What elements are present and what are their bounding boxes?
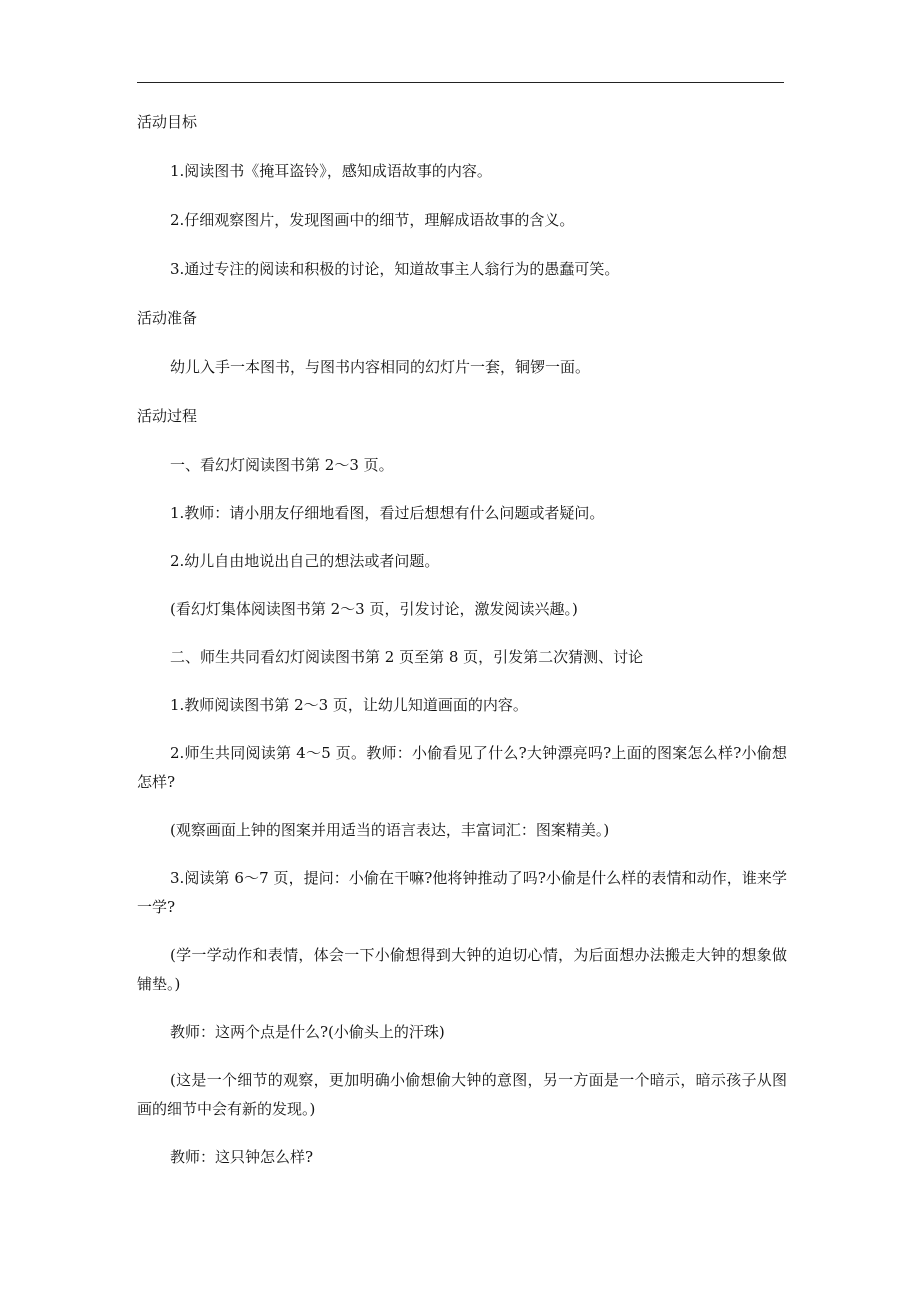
teacher-question-2: 教师：这只钟怎么样?	[170, 1148, 314, 1166]
process-step-1-note: (看幻灯集体阅读图书第 2～3 页，引发讨论，激发阅读兴趣。)	[170, 600, 578, 618]
process-step-1: 一、看幻灯阅读图书第 2～3 页。	[170, 456, 394, 474]
process-step-1-item-1: 1.教师：请小朋友仔细地看图，看过后想想有什么问题或者疑问。	[170, 504, 605, 522]
section-heading-preparation: 活动准备	[137, 309, 198, 327]
process-step-2-note-2: (学一学动作和表情，体会一下小偷想得到大钟的迫切心情，为后面想办法搬走大钟的想象做铺垫。)	[137, 946, 787, 993]
goal-item-1: 1.阅读图书《掩耳盗铃》，感知成语故事的内容。	[170, 162, 492, 180]
header-rule	[137, 82, 784, 83]
process-step-2-note-1: (观察画面上钟的图案并用适当的语言表达，丰富词汇：图案精美。)	[170, 821, 610, 839]
process-step-2: 二、师生共同看幻灯阅读图书第 2 页至第 8 页，引发第二次猜测、讨论	[170, 648, 644, 666]
process-step-2-item-2: 2.师生共同阅读第 4～5 页。教师：小偷看见了什么?大钟漂亮吗?上面的图案怎么样?小偷想怎样?	[137, 744, 787, 791]
process-step-2-note-3: (这是一个细节的观察，更加明确小偷想偷大钟的意图，另一方面是一个暗示，暗示孩子从图画的细节中会有新的发现。)	[137, 1071, 787, 1118]
section-heading-goals: 活动目标	[137, 113, 198, 131]
goal-item-2: 2.仔细观察图片，发现图画中的细节，理解成语故事的含义。	[170, 211, 575, 229]
process-step-1-item-2: 2.幼儿自由地说出自己的想法或者问题。	[170, 552, 440, 570]
preparation-text: 幼儿入手一本图书，与图书内容相同的幻灯片一套，铜锣一面。	[170, 358, 591, 376]
teacher-question-1: 教师：这两个点是什么?(小偷头上的汗珠)	[170, 1023, 445, 1041]
section-heading-process: 活动过程	[137, 407, 198, 425]
document-body	[137, 108, 787, 1172]
goal-item-3: 3.通过专注的阅读和积极的讨论，知道故事主人翁行为的愚蠢可笑。	[170, 260, 620, 278]
process-step-2-item-1: 1.教师阅读图书第 2～3 页，让幼儿知道画面的内容。	[170, 696, 528, 714]
process-step-2-item-3: 3.阅读第 6～7 页，提问：小偷在干嘛?他将钟推动了吗?小偷是什么样的表情和动作，谁来学一学?	[137, 869, 787, 916]
